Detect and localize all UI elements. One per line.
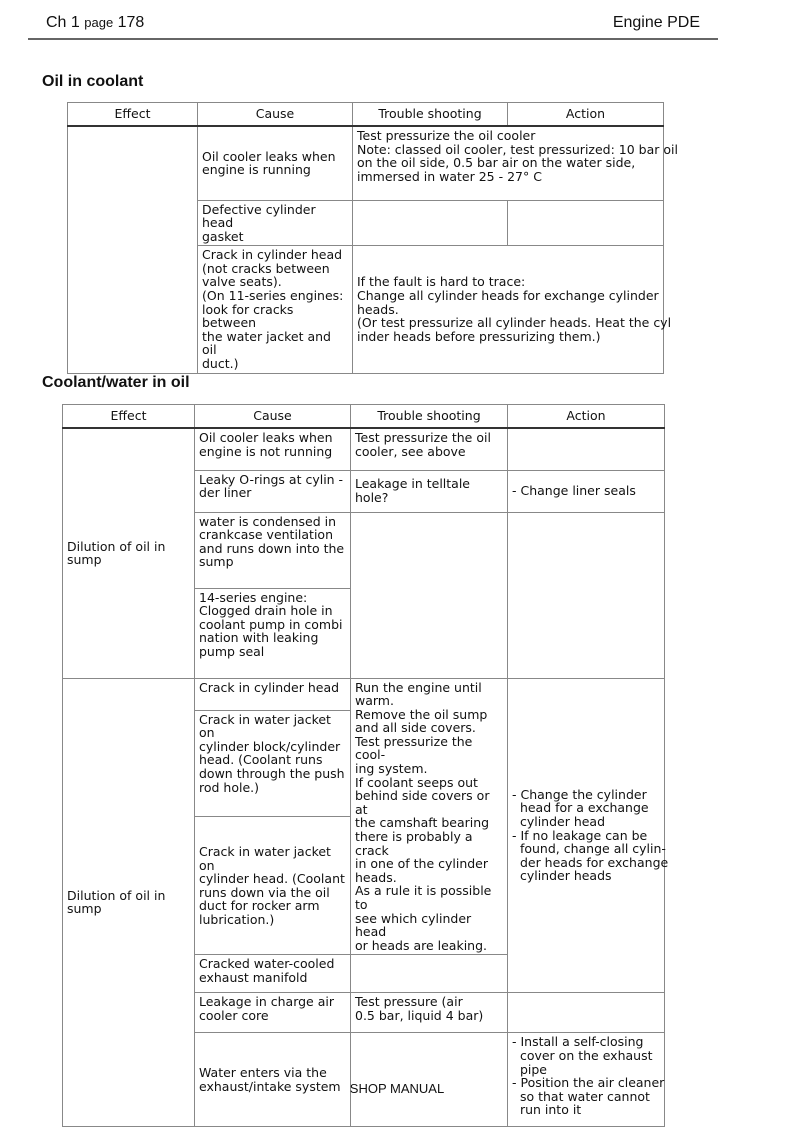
column-header-cause: Cause [198, 103, 353, 127]
cause-cell: Leaky O-rings at cylin - der liner [195, 470, 351, 512]
cause-cell: Crack in water jacket on cylinder head. (Coolant runs down via the oil duct for rocker arm lubrication.) [195, 817, 351, 955]
trouble-shooting-cell [351, 955, 508, 993]
column-header-trouble-shooting: Trouble shooting [353, 103, 508, 127]
cause-cell: Oil cooler leaks when engine is not running [195, 428, 351, 470]
trouble-shooting-cell [351, 512, 508, 678]
trouble-shooting-cell: Test pressure (air 0.5 bar, liquid 4 bar) [351, 993, 508, 1033]
column-header-effect: Effect [68, 103, 198, 127]
action-cell [508, 512, 665, 678]
table-row [68, 126, 664, 200]
cause-cell: Leakage in charge air cooler core [195, 993, 351, 1033]
section-name: Engine PDE [612, 14, 700, 31]
trouble-shooting-cell: Leakage in telltale hole? [351, 470, 508, 512]
column-header-effect: Effect [63, 405, 195, 429]
section-title-coolant-water-in-oil: Coolant/water in oil [42, 374, 190, 391]
chapter-page-label [46, 14, 144, 32]
trouble-shooting-cell: Test pressurize the oil cooler Note: classed oil cooler, test pressurized: 10 bar oil on the oil side, 0.5 bar air on the water side, immersed in water 25 - 27° C [353, 126, 664, 200]
trouble-shooting-cell [351, 1033, 508, 1127]
cause-cell: Crack in cylinder head [195, 678, 351, 710]
trouble-shooting-cell: Test pressurize the oil cooler, see above [351, 428, 508, 470]
page-number: 178 [117, 14, 145, 31]
cause-cell: Crack in water jacket on cylinder block/cylinder head. (Coolant runs down through the push rod hole.) [195, 710, 351, 817]
section-title-oil-in-coolant: Oil in coolant [42, 73, 144, 90]
chapter-label: Ch 1 [46, 14, 80, 31]
cause-cell: Defective cylinder head gasket [198, 200, 353, 246]
cause-cell: Water enters via the exhaust/intake system [195, 1033, 351, 1127]
effect-cell [68, 126, 198, 373]
action-cell: - Change the cylinder head for a exchange cylinder head - If no leakage can be found, change all cylin- der heads for exchange cylinder heads [508, 678, 665, 993]
cause-cell: 14-series engine: Clogged drain hole in coolant pump in combi nation with leaking pump seal [195, 588, 351, 678]
action-cell [508, 993, 665, 1033]
table-row [63, 428, 665, 470]
cause-cell: Crack in cylinder head (not cracks between valve seats). (On 11-series engines: look for cracks between the water jacket and oil duct.) [198, 246, 353, 373]
action-cell [508, 428, 665, 470]
table-row [63, 678, 665, 710]
effect-cell: Dilution of oil in sump [63, 678, 195, 1127]
action-cell: - Install a self-closing cover on the exhaust pipe - Position the air cleaner so that water cannot run into it [508, 1033, 665, 1127]
trouble-shooting-cell [353, 200, 508, 246]
trouble-shooting-cell: If the fault is hard to trace: Change all cylinder heads for exchange cylinder heads. (Or test pressurize all cylinder heads. Heat the cyl inder heads before pressurizing them.) [353, 246, 664, 373]
table-header-row [63, 405, 665, 429]
column-header-cause: Cause [195, 405, 351, 429]
page-footer: SHOP MANUAL [349, 1081, 445, 1096]
cause-cell: Cracked water-cooled exhaust manifold [195, 955, 351, 993]
trouble-shooting-cell: Run the engine until warm. Remove the oil sump and all side covers. Test pressurize the cool- ing system. If coolant seeps out behind side covers or at the camshaft bearing there is probably a crack in one of the cylinder heads. As a rule it is possible to see which cylinder head or heads are leaking. [351, 678, 508, 955]
cause-cell: water is condensed in crankcase ventilation and runs down into the sump [195, 512, 351, 588]
page-word: page [84, 15, 114, 30]
cause-cell: Oil cooler leaks when engine is running [198, 126, 353, 200]
effect-cell: Dilution of oil in sump [63, 428, 195, 678]
header-divider [28, 38, 718, 40]
action-cell [508, 200, 664, 246]
action-cell: - Change liner seals [508, 470, 665, 512]
column-header-action: Action [508, 103, 664, 127]
oil-in-coolant-table [67, 102, 678, 374]
column-header-action: Action [508, 405, 665, 429]
column-header-trouble-shooting: Trouble shooting [351, 405, 508, 429]
table-header-row [68, 103, 664, 127]
coolant-in-oil-table [62, 404, 669, 1127]
